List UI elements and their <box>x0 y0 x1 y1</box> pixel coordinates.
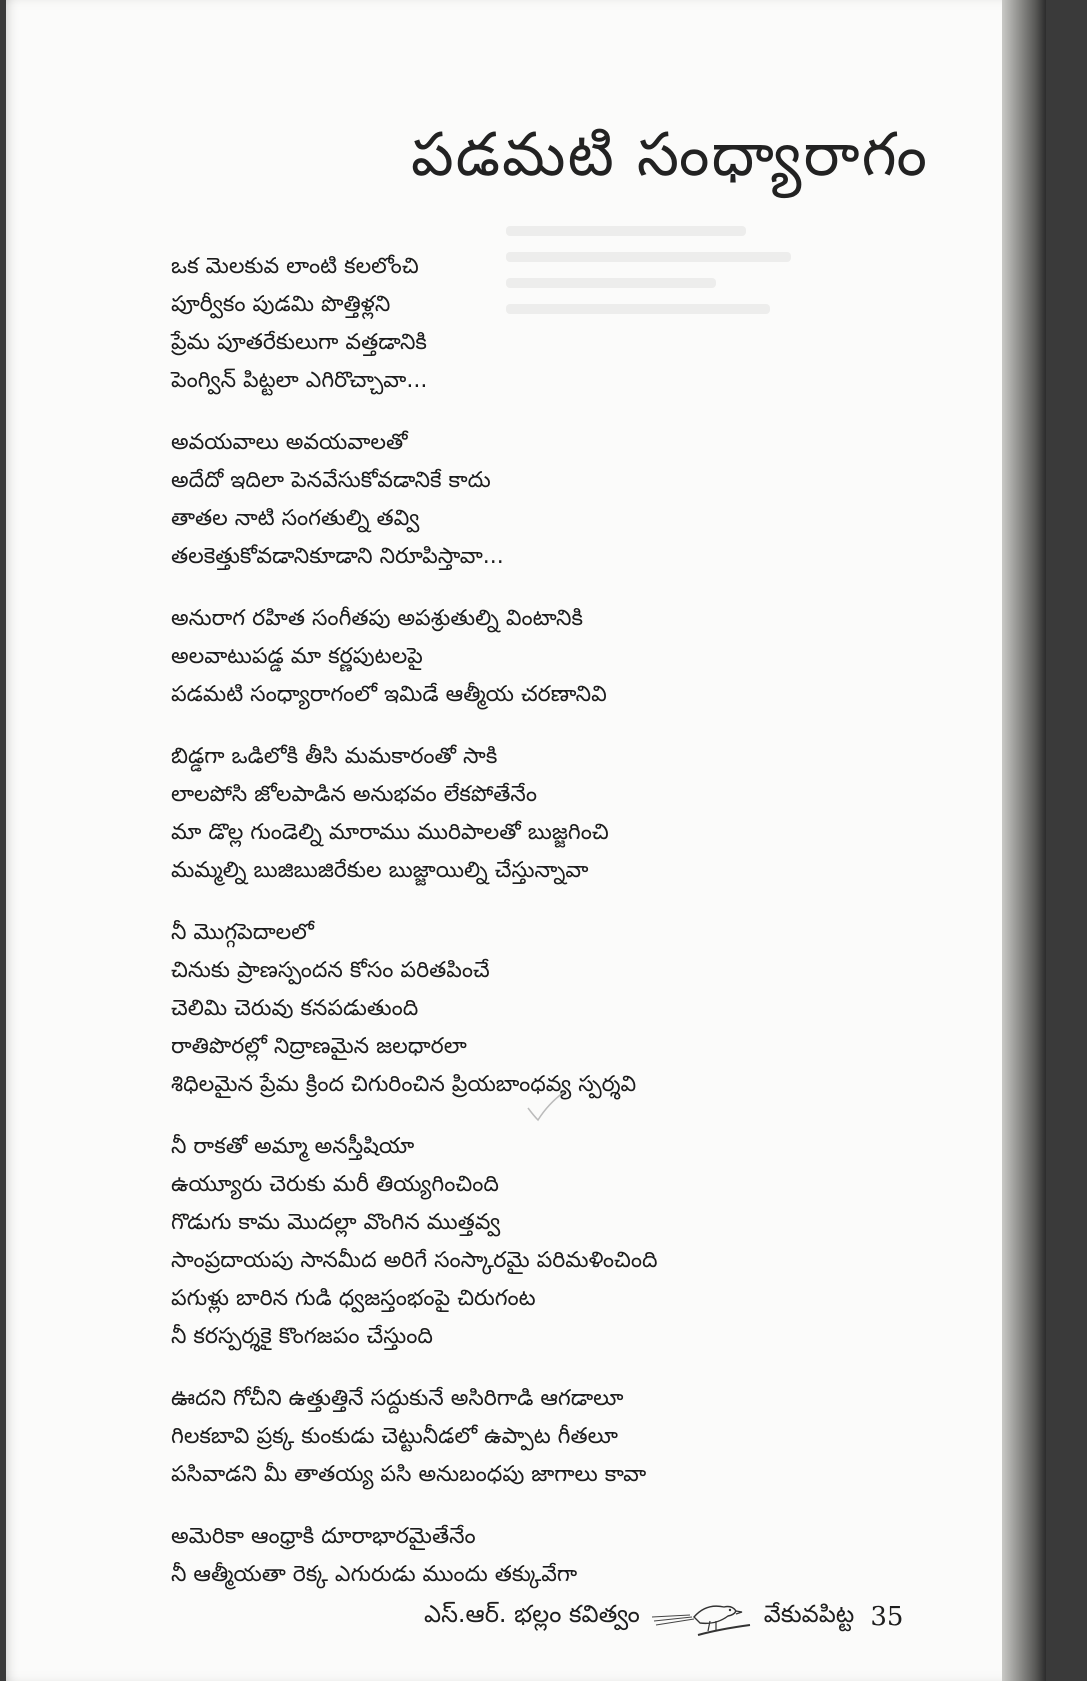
page-footer <box>424 1595 944 1639</box>
stanza <box>171 248 931 400</box>
poem-line: అనురాగ రహిత సంగీతపు అపశ్రుతుల్ని వింటానికి <box>171 606 583 631</box>
poem-line: తాతల నాటి సంగతుల్ని తవ్వి <box>171 506 420 531</box>
stanza <box>171 1380 931 1494</box>
pencil-checkmark-icon <box>526 1090 566 1124</box>
stanza <box>171 738 931 890</box>
poem-line: అమెరికా ఆంధ్రాకి దూరాభారమైతేనేం <box>171 1524 476 1549</box>
poem-line: నీ మొగ్గపెదాలలో <box>171 920 314 945</box>
bird-on-branch-icon <box>650 1595 754 1639</box>
stanza <box>171 914 931 1104</box>
poem-line: ఉయ్యూరు చెరుకు మరీ తియ్యగించింది <box>171 1172 499 1197</box>
poem-line: బిడ్డగా ఒడిలోకి తీసి మమకారంతో సాకి <box>171 744 498 769</box>
poem-line: పసివాడని మీ తాతయ్య పసి అనుబంధపు జాగాలు కావా <box>171 1462 647 1487</box>
poem-line: గొడుగు కామ మొదల్లా వొంగిన ముత్తవ్వ <box>171 1210 501 1235</box>
poem-line: ఊదని గోచీని ఉత్తుత్తినే సద్దుకునే అసిరిగాడి ఆగడాలూ <box>171 1386 624 1411</box>
poem-line: లాలపోసి జోలపాడిన అనుభవం లేకపోతేనేం <box>171 782 537 807</box>
poem-line: పడమటి సంధ్యారాగంలో ఇమిడే ఆత్మీయ చరణానివి <box>171 682 607 707</box>
poem-line: పగుళ్లు బారిన గుడి ధ్వజస్తంభంపై చిరుగంట <box>171 1286 536 1311</box>
poem-line: సాంప్రదాయపు సానమీద అరిగే సంస్కారమై పరిమళించింది <box>171 1248 658 1273</box>
poem-line: పూర్వీకం పుడమి పొత్తిళ్లని <box>171 292 391 317</box>
poem-line: నీ రాకతో అమ్మా అనస్తీషియా <box>171 1134 415 1159</box>
poem-line: అవయవాలు అవయవాలతో <box>171 430 408 455</box>
page-number: 35 <box>870 1602 904 1632</box>
footer-book-title: వేకువపిట్ట <box>763 1600 855 1628</box>
stanza <box>171 1518 931 1594</box>
poem-line: మమ్మల్ని బుజిబుజిరేకుల బుజ్జాయిల్ని చేస్తున్నావా <box>171 858 589 883</box>
poem-line: రాతిపొరల్లో నిద్రాణమైన జలధారలా <box>171 1034 467 1059</box>
poem-line: నీ కరస్పర్శకై కొంగజపం చేస్తుంది <box>171 1324 433 1349</box>
stanza <box>171 424 931 576</box>
poem-line: చినుకు ప్రాణస్పందన కోసం పరితపించే <box>171 958 490 983</box>
poem-line: శిధిలమైన ప్రేమ క్రింద చిగురించిన ప్రియబాంధవ్య స్పర్శవి <box>171 1072 637 1097</box>
poem-line: గిలకబావి ప్రక్క కుంకుడు చెట్టునీడలో ఉప్పాట గీతలూ <box>171 1424 618 1449</box>
stanza <box>171 1128 931 1356</box>
poem-line: మా డొల్ల గుండెల్ని మారాము మురిపాలతో బుజ్జగించి <box>171 820 609 845</box>
footer-author: ఎస్.ఆర్. భల్లం కవిత్వం <box>424 1600 640 1628</box>
stanza <box>171 600 931 714</box>
poem-line: ప్రేమ పూతరేకులుగా వత్తడానికి <box>171 330 427 355</box>
poem-line: అలవాటుపడ్డ మా కర్ణపుటలపై <box>171 644 423 669</box>
book-spine-edge <box>1002 0 1046 1681</box>
poem-line: పెంగ్విన్ పిట్టలా ఎగిరొచ్చావా... <box>171 368 428 393</box>
book-page <box>6 0 1046 1681</box>
poem-line: అదేదో ఇదిలా పెనవేసుకోవడానికే కాదు <box>171 468 491 493</box>
poem-line: తలకెత్తుకోవడానికూడాని నిరూపిస్తావా... <box>171 544 504 569</box>
poem-line: చెలిమి చెరువు కనపడుతుంది <box>171 996 419 1021</box>
poem-line: నీ ఆత్మీయతా రెక్క ఎగురుడు ముందు తక్కువేగా <box>171 1562 578 1587</box>
poem-title: పడమటి సంధ్యారాగం <box>411 120 929 190</box>
poem-body <box>171 248 931 1618</box>
poem-line: ఒక మెలకువ లాంటి కలలోంచి <box>171 254 419 279</box>
